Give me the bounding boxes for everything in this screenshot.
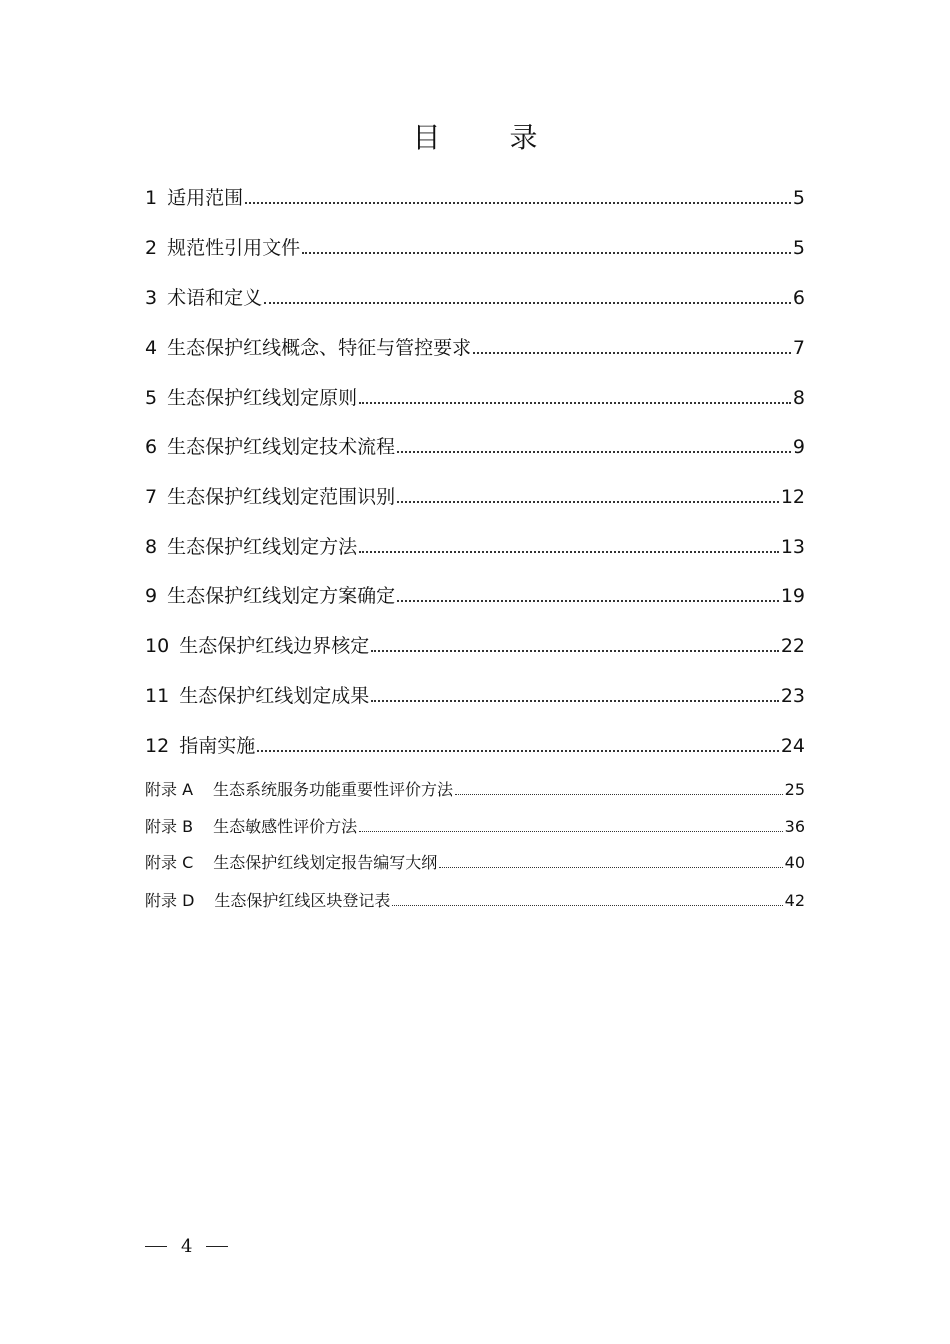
toc-appendix-title: 生态系统服务功能重要性评价方法 (213, 780, 454, 799)
toc-appendix-page: 42 (784, 891, 805, 910)
toc-appendix-title: 生态保护红线区块登记表 (214, 891, 391, 910)
toc-dot-leader (371, 699, 779, 702)
toc-entry-number: 8 (145, 536, 158, 558)
footer-dash-left (145, 1246, 167, 1247)
toc-entry-page: 5 (792, 187, 805, 209)
toc-entry-title: 适用范围 (167, 187, 244, 209)
toc-entry[interactable] (145, 284, 805, 308)
toc-appendix-title: 生态保护红线划定报告编写大纲 (213, 853, 438, 872)
toc-entry-title: 生态保护红线划定范围识别 (167, 486, 396, 508)
toc-entry[interactable] (145, 682, 805, 706)
page-footer (145, 1236, 228, 1257)
toc-entry-number: 2 (145, 237, 158, 259)
toc-dot-leader (371, 649, 779, 652)
toc-entry-number: 12 (145, 735, 170, 757)
toc-entry-title: 生态保护红线边界核定 (179, 635, 370, 657)
toc-appendix-entry[interactable] (145, 889, 805, 909)
toc-appendix-number: 附录 B (145, 817, 194, 836)
toc-appendix-entry[interactable] (145, 815, 805, 835)
toc-entry-page: 5 (792, 237, 805, 259)
page-title: 目 录 (412, 121, 568, 154)
toc-dot-leader (455, 793, 783, 795)
toc-dot-leader (359, 550, 779, 553)
toc-appendix-page: 36 (784, 817, 805, 836)
toc-appendix-entry[interactable] (145, 851, 805, 871)
toc-appendix-number: 附录 C (145, 853, 194, 872)
toc-entry-page: 12 (780, 486, 805, 508)
toc-entry[interactable] (145, 433, 805, 457)
toc-appendix-title: 生态敏感性评价方法 (213, 817, 358, 836)
toc-dot-leader (359, 830, 783, 832)
toc-entry-page: 24 (780, 735, 805, 757)
toc-entry-number: 1 (145, 187, 158, 209)
toc-appendix-number: 附录 D (145, 891, 195, 910)
toc-appendix-page: 40 (784, 853, 805, 872)
toc-entry[interactable] (145, 732, 805, 756)
toc-entry-page: 22 (780, 635, 805, 657)
toc-entry[interactable] (145, 483, 805, 507)
toc-entry-page: 9 (792, 436, 805, 458)
footer-dash-right (206, 1246, 228, 1247)
toc-entry-page: 7 (792, 337, 805, 359)
toc-entry-page: 6 (792, 287, 805, 309)
toc-dot-leader (397, 500, 779, 503)
toc-entry[interactable] (145, 384, 805, 408)
toc-entry-title: 术语和定义 (167, 287, 263, 309)
toc-entry-number: 10 (145, 635, 170, 657)
toc-dot-leader (264, 301, 791, 304)
toc-appendix-number: 附录 A (145, 780, 194, 799)
toc-entry-title: 生态保护红线划定成果 (179, 685, 370, 707)
toc-dot-leader (473, 351, 791, 354)
toc-dot-leader (359, 401, 791, 404)
toc-entry-number: 11 (145, 685, 170, 707)
toc-entry-page: 8 (792, 387, 805, 409)
footer-page-number: 4 (181, 1236, 193, 1257)
toc-entry-number: 7 (145, 486, 158, 508)
toc-entry[interactable] (145, 533, 805, 557)
toc-entry-title: 生态保护红线划定方案确定 (167, 585, 396, 607)
toc-entry-page: 23 (780, 685, 805, 707)
toc-entry-title: 生态保护红线划定方法 (167, 536, 358, 558)
toc-dot-leader (392, 904, 782, 906)
toc-dot-leader (245, 201, 791, 204)
toc-entry-title: 指南实施 (179, 735, 256, 757)
toc-entry[interactable] (145, 234, 805, 258)
toc-entry-number: 5 (145, 387, 158, 409)
toc-entry-title: 规范性引用文件 (167, 237, 301, 259)
toc-entry-page: 19 (780, 585, 805, 607)
toc-entry-number: 6 (145, 436, 158, 458)
toc-entry[interactable] (145, 334, 805, 358)
toc-entry-title: 生态保护红线概念、特征与管控要求 (167, 337, 472, 359)
toc-entry-number: 9 (145, 585, 158, 607)
toc-appendix-page: 25 (784, 780, 805, 799)
toc-entry-number: 4 (145, 337, 158, 359)
toc-entry-number: 3 (145, 287, 158, 309)
toc-entry[interactable] (145, 184, 805, 208)
toc-entry-page: 13 (780, 536, 805, 558)
toc-appendix-entry[interactable] (145, 778, 805, 798)
toc-entry-title: 生态保护红线划定原则 (167, 387, 358, 409)
toc-entry[interactable] (145, 632, 805, 656)
toc-dot-leader (439, 866, 782, 868)
toc-dot-leader (397, 599, 779, 602)
toc-entry-title: 生态保护红线划定技术流程 (167, 436, 396, 458)
toc-dot-leader (302, 251, 791, 254)
toc-entry[interactable] (145, 582, 805, 606)
toc-dot-leader (257, 749, 779, 752)
toc-dot-leader (397, 450, 791, 453)
